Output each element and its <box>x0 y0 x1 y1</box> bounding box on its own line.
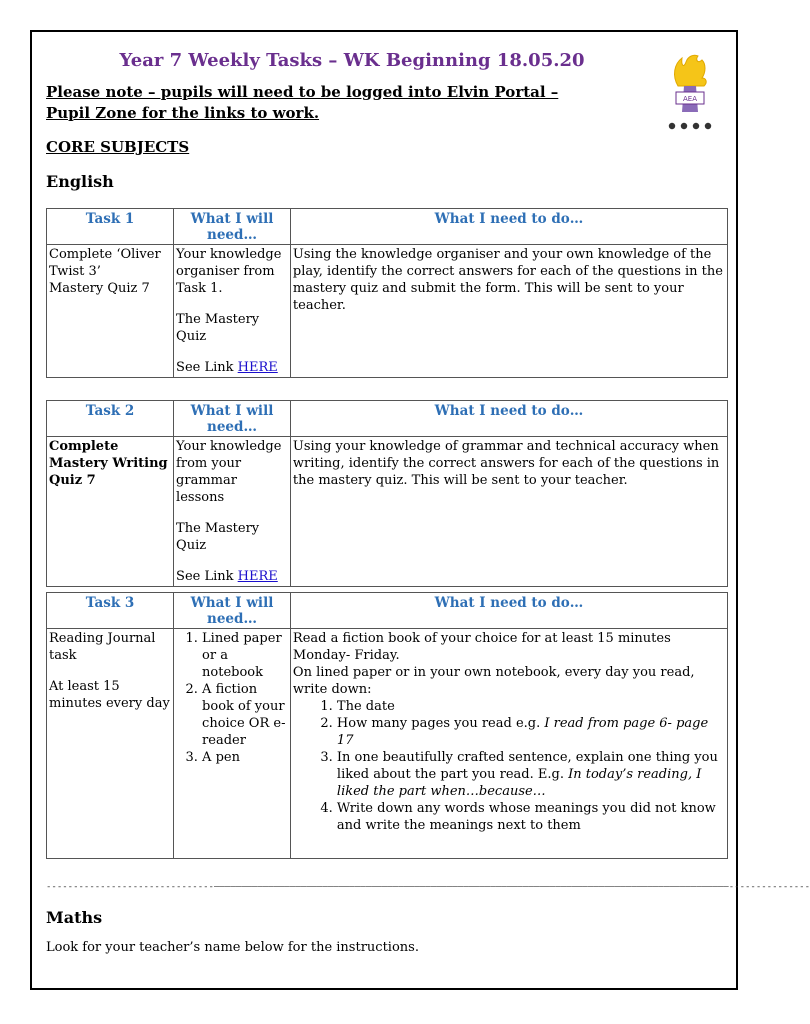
task-3-table <box>46 592 728 859</box>
section-divider: -------------------------------———————————————————————————————————————————————————————————————————————————————————————————————--------------- <box>46 882 810 892</box>
need-column-header: What I will need… <box>174 593 291 629</box>
need-item: 3. A pen <box>202 749 288 766</box>
task-2-name: Complete Mastery Writing Quiz 7 <box>47 437 174 587</box>
task-3-header-row <box>47 593 728 629</box>
need-item: 2. A fiction book of your choice OR e-reader <box>202 681 288 749</box>
document-page <box>30 30 810 990</box>
todo-item: 1. The date <box>337 698 725 715</box>
task-1-table <box>46 208 728 378</box>
page-title: Year 7 Weekly Tasks – WK Beginning 18.05.20 <box>119 50 585 71</box>
maths-heading: Maths <box>46 908 103 927</box>
task-2-todo: Using your knowledge of grammar and technical accuracy when writing, identify the correct answers for each of the questions in the mastery quiz. This will be sent to your teacher. <box>290 437 727 587</box>
task-1-need <box>174 245 291 378</box>
task-1-row <box>47 245 728 378</box>
need-item: 1. Lined paper or a notebook <box>202 630 288 681</box>
portal-notice <box>46 82 606 124</box>
todo-column-header: What I need to do… <box>290 209 727 245</box>
task-2-row <box>47 437 728 587</box>
task-3-label: Task 3 <box>47 593 174 629</box>
english-heading: English <box>46 172 114 191</box>
task-2-quiz-label: The Mastery Quiz <box>176 521 260 553</box>
task-1-need-text: Your knowledge organiser from Task 1. <box>176 247 282 296</box>
task-3-intro-2: On lined paper or in your own notebook, every day you read, write down: <box>292 665 695 697</box>
task-1-header-row <box>47 209 728 245</box>
notice-line-2: Pupil Zone for the links to work. <box>46 104 320 122</box>
task-3-need-list <box>176 630 288 766</box>
task-2-need <box>174 437 291 587</box>
task-1-name <box>47 245 174 378</box>
task-1-name-line-2: Twist 3’ <box>49 264 101 279</box>
task-1-name-line-3: Mastery Quiz 7 <box>49 281 150 296</box>
task-1-quiz-link[interactable]: HERE <box>237 360 278 375</box>
task-1-quiz-label: The Mastery Quiz <box>176 312 260 344</box>
todo-item: 4. Write down any words whose meanings you did not know and write the meanings next to them <box>337 800 725 834</box>
task-2-label: Task 2 <box>47 401 174 437</box>
school-crest-logo <box>662 52 718 152</box>
task-3-name <box>47 629 174 859</box>
maths-instructions: Look for your teacher’s name below for the instructions. <box>46 940 419 955</box>
task-3-todo <box>290 629 727 859</box>
task-3-row <box>47 629 728 859</box>
need-column-header: What I will need… <box>174 209 291 245</box>
task-2-quiz-link[interactable]: HERE <box>237 569 278 584</box>
link-prefix: See Link <box>176 360 238 375</box>
task-3-intro: Read a fiction book of your choice for at least 15 minutes Monday- Friday. <box>292 631 671 663</box>
task-3-duration: At least 15 minutes every day <box>49 679 170 711</box>
task-2-table <box>46 400 728 587</box>
notice-line-1: Please note – pupils will need to be logged into Elvin Portal – <box>46 83 559 101</box>
link-prefix: See Link <box>176 569 238 584</box>
todo-example: I read from page 6- page 17 <box>336 716 709 748</box>
todo-example: In today’s reading, I liked the part when…because… <box>336 767 702 799</box>
task-3-name-text: Reading Journal task <box>49 631 156 663</box>
todo-text: How many pages you read e.g. <box>336 716 545 731</box>
todo-column-header: What I need to do… <box>290 593 727 629</box>
logo-text: AEA <box>683 95 697 103</box>
task-1-link-line <box>176 359 288 376</box>
core-subjects-heading: CORE SUBJECTS <box>46 138 190 156</box>
todo-text: In one beautifully crafted sentence, explain one thing you liked about the part you read. E.g. <box>336 750 718 782</box>
todo-column-header: What I need to do… <box>290 401 727 437</box>
task-2-header-row <box>47 401 728 437</box>
task-1-todo: Using the knowledge organiser and your own knowledge of the play, identify the correct answers for each of the questions in the mastery quiz and submit the form. This will be sent to your teacher. <box>290 245 727 378</box>
task-1-label: Task 1 <box>47 209 174 245</box>
task-2-need-text: Your knowledge from your grammar lessons <box>176 439 282 505</box>
need-column-header: What I will need… <box>174 401 291 437</box>
todo-item <box>337 749 725 800</box>
task-2-link-line <box>176 568 288 585</box>
task-3-todo-list <box>293 698 725 834</box>
todo-item <box>337 715 725 749</box>
task-1-name-line-1: Complete ‘Oliver <box>49 247 161 262</box>
task-3-need <box>174 629 291 859</box>
